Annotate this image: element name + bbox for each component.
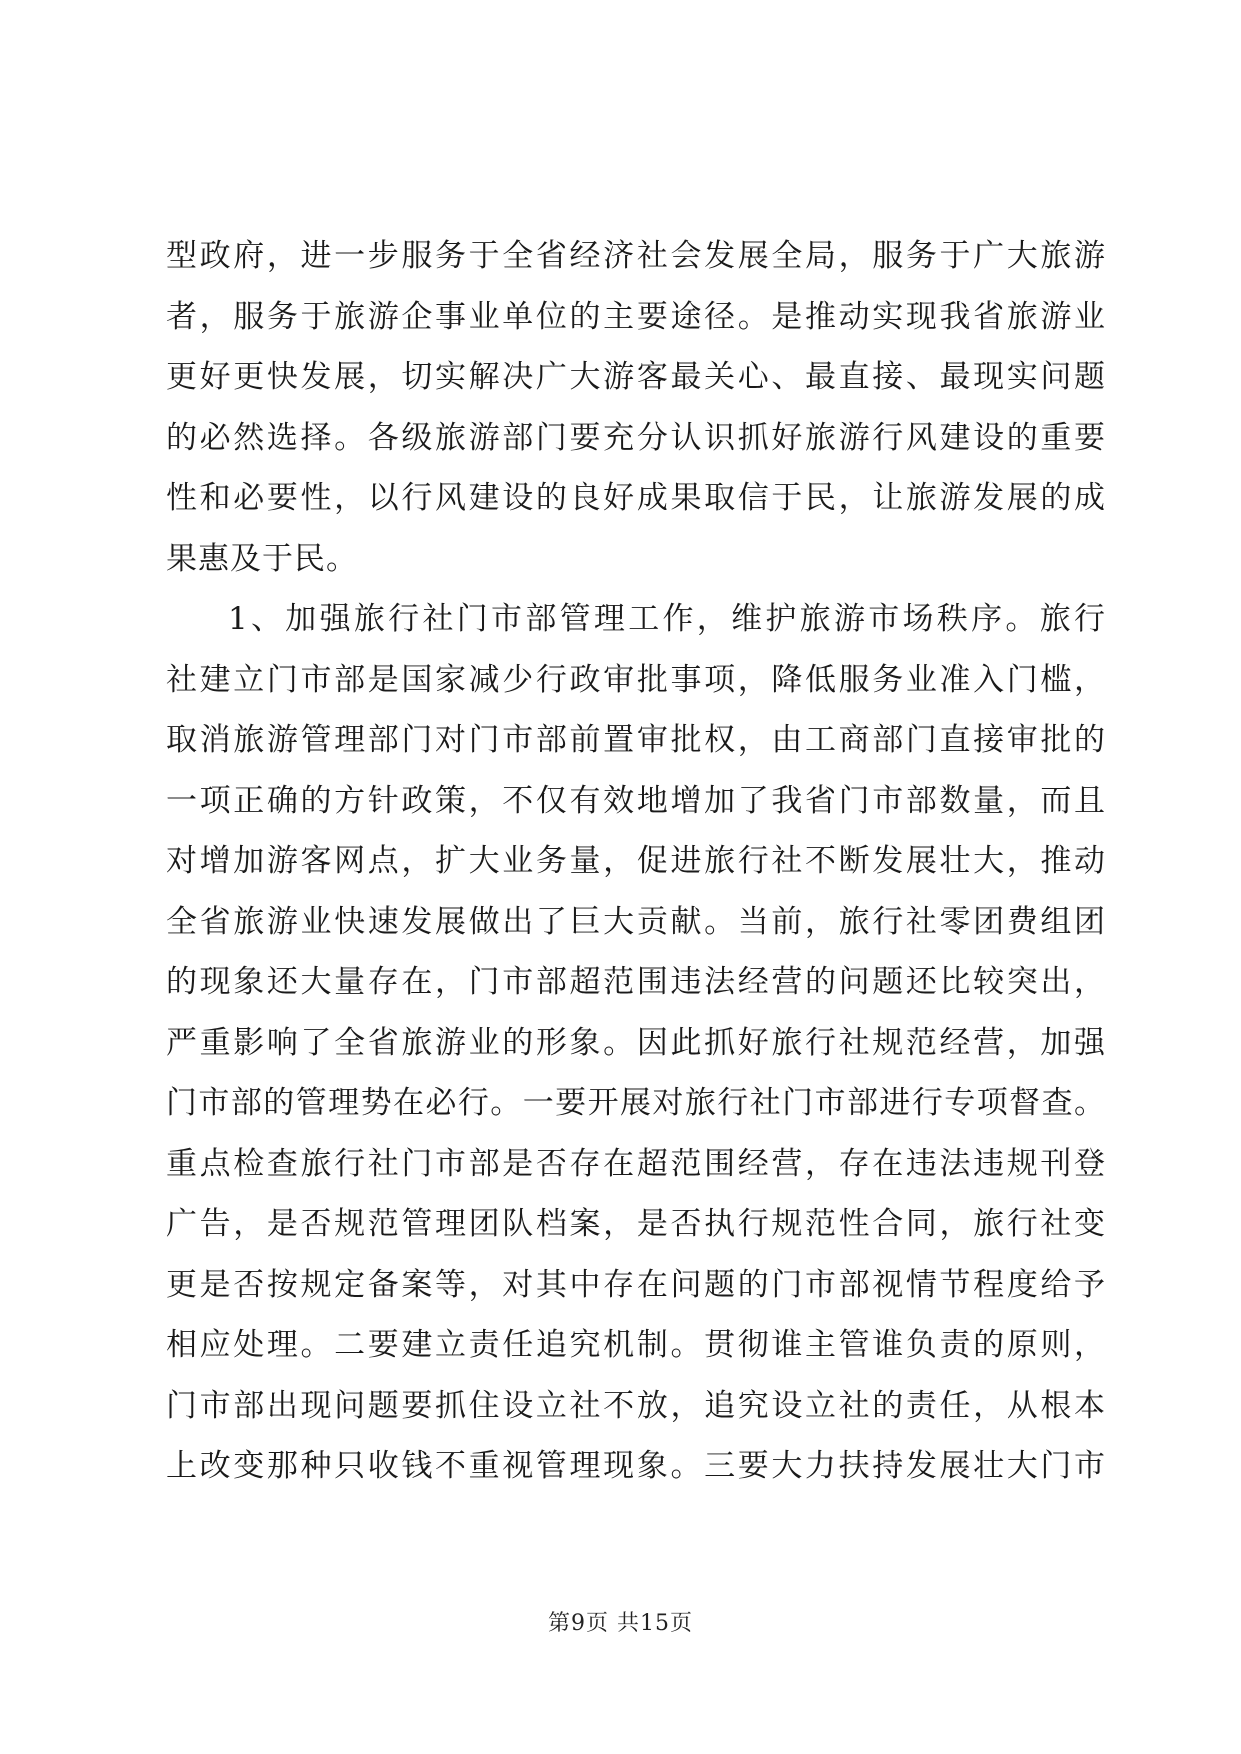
text-line: 上改变那种只收钱不重视管理现象。三要大力扶持发展壮大门市 [166,1448,1106,1484]
text-line: 相应处理。二要建立责任追究机制。贯彻谁主管谁负责的原则， [166,1327,1106,1363]
text-line: 门市部出现问题要抓住设立社不放，追究设立社的责任，从根本 [166,1387,1106,1424]
text-line: 社建立门市部是国家减少行政审批事项，降低服务业准入门槛， [166,661,1106,698]
text-line: 重点检查旅行社门市部是否存在超范围经营，存在违法违规刊登 [166,1145,1106,1182]
text-line: 的现象还大量存在，门市部超范围违法经营的问题还比较突出， [166,964,1106,1000]
text-line: 全省旅游业快速发展做出了巨大贡献。当前，旅行社零团费组团 [166,903,1106,940]
text-line: 性和必要性，以行风建设的良好成果取信于民，让旅游发展的成 [166,480,1106,516]
text-line: 型政府，进一步服务于全省经济社会发展全局，服务于广大旅游 [166,238,1106,274]
text-line: 更好更快发展，切实解决广大游客最关心、最直接、最现实问题 [166,359,1106,395]
text-line: 的必然选择。各级旅游部门要充分认识抓好旅游行风建设的重要 [166,419,1106,456]
text-line: 果惠及于民。 [166,540,358,577]
text-line-indented: 1、加强旅行社门市部管理工作，维护旅游市场秩序。旅行 [228,601,1106,637]
page-number-footer: 第9页 共15页 [548,1611,693,1636]
text-line: 严重影响了全省旅游业的形象。因此抓好旅行社规范经营，加强 [166,1024,1106,1061]
text-line: 对增加游客网点，扩大业务量，促进旅行社不断发展壮大，推动 [166,843,1106,879]
text-line: 广告，是否规范管理团队档案，是否执行规范性合同，旅行社变 [166,1206,1106,1242]
text-line: 门市部的管理势在必行。一要开展对旅行社门市部进行专项督查。 [166,1085,1106,1121]
text-line: 者，服务于旅游企事业单位的主要途径。是推动实现我省旅游业 [166,298,1106,335]
text-line: 取消旅游管理部门对门市部前置审批权，由工商部门直接审批的 [166,722,1106,758]
text-line: 一项正确的方针政策，不仅有效地增加了我省门市部数量，而且 [166,782,1106,819]
document-body [166,226,1106,1497]
text-line: 更是否按规定备案等，对其中存在问题的门市部视情节程度给予 [166,1266,1106,1303]
